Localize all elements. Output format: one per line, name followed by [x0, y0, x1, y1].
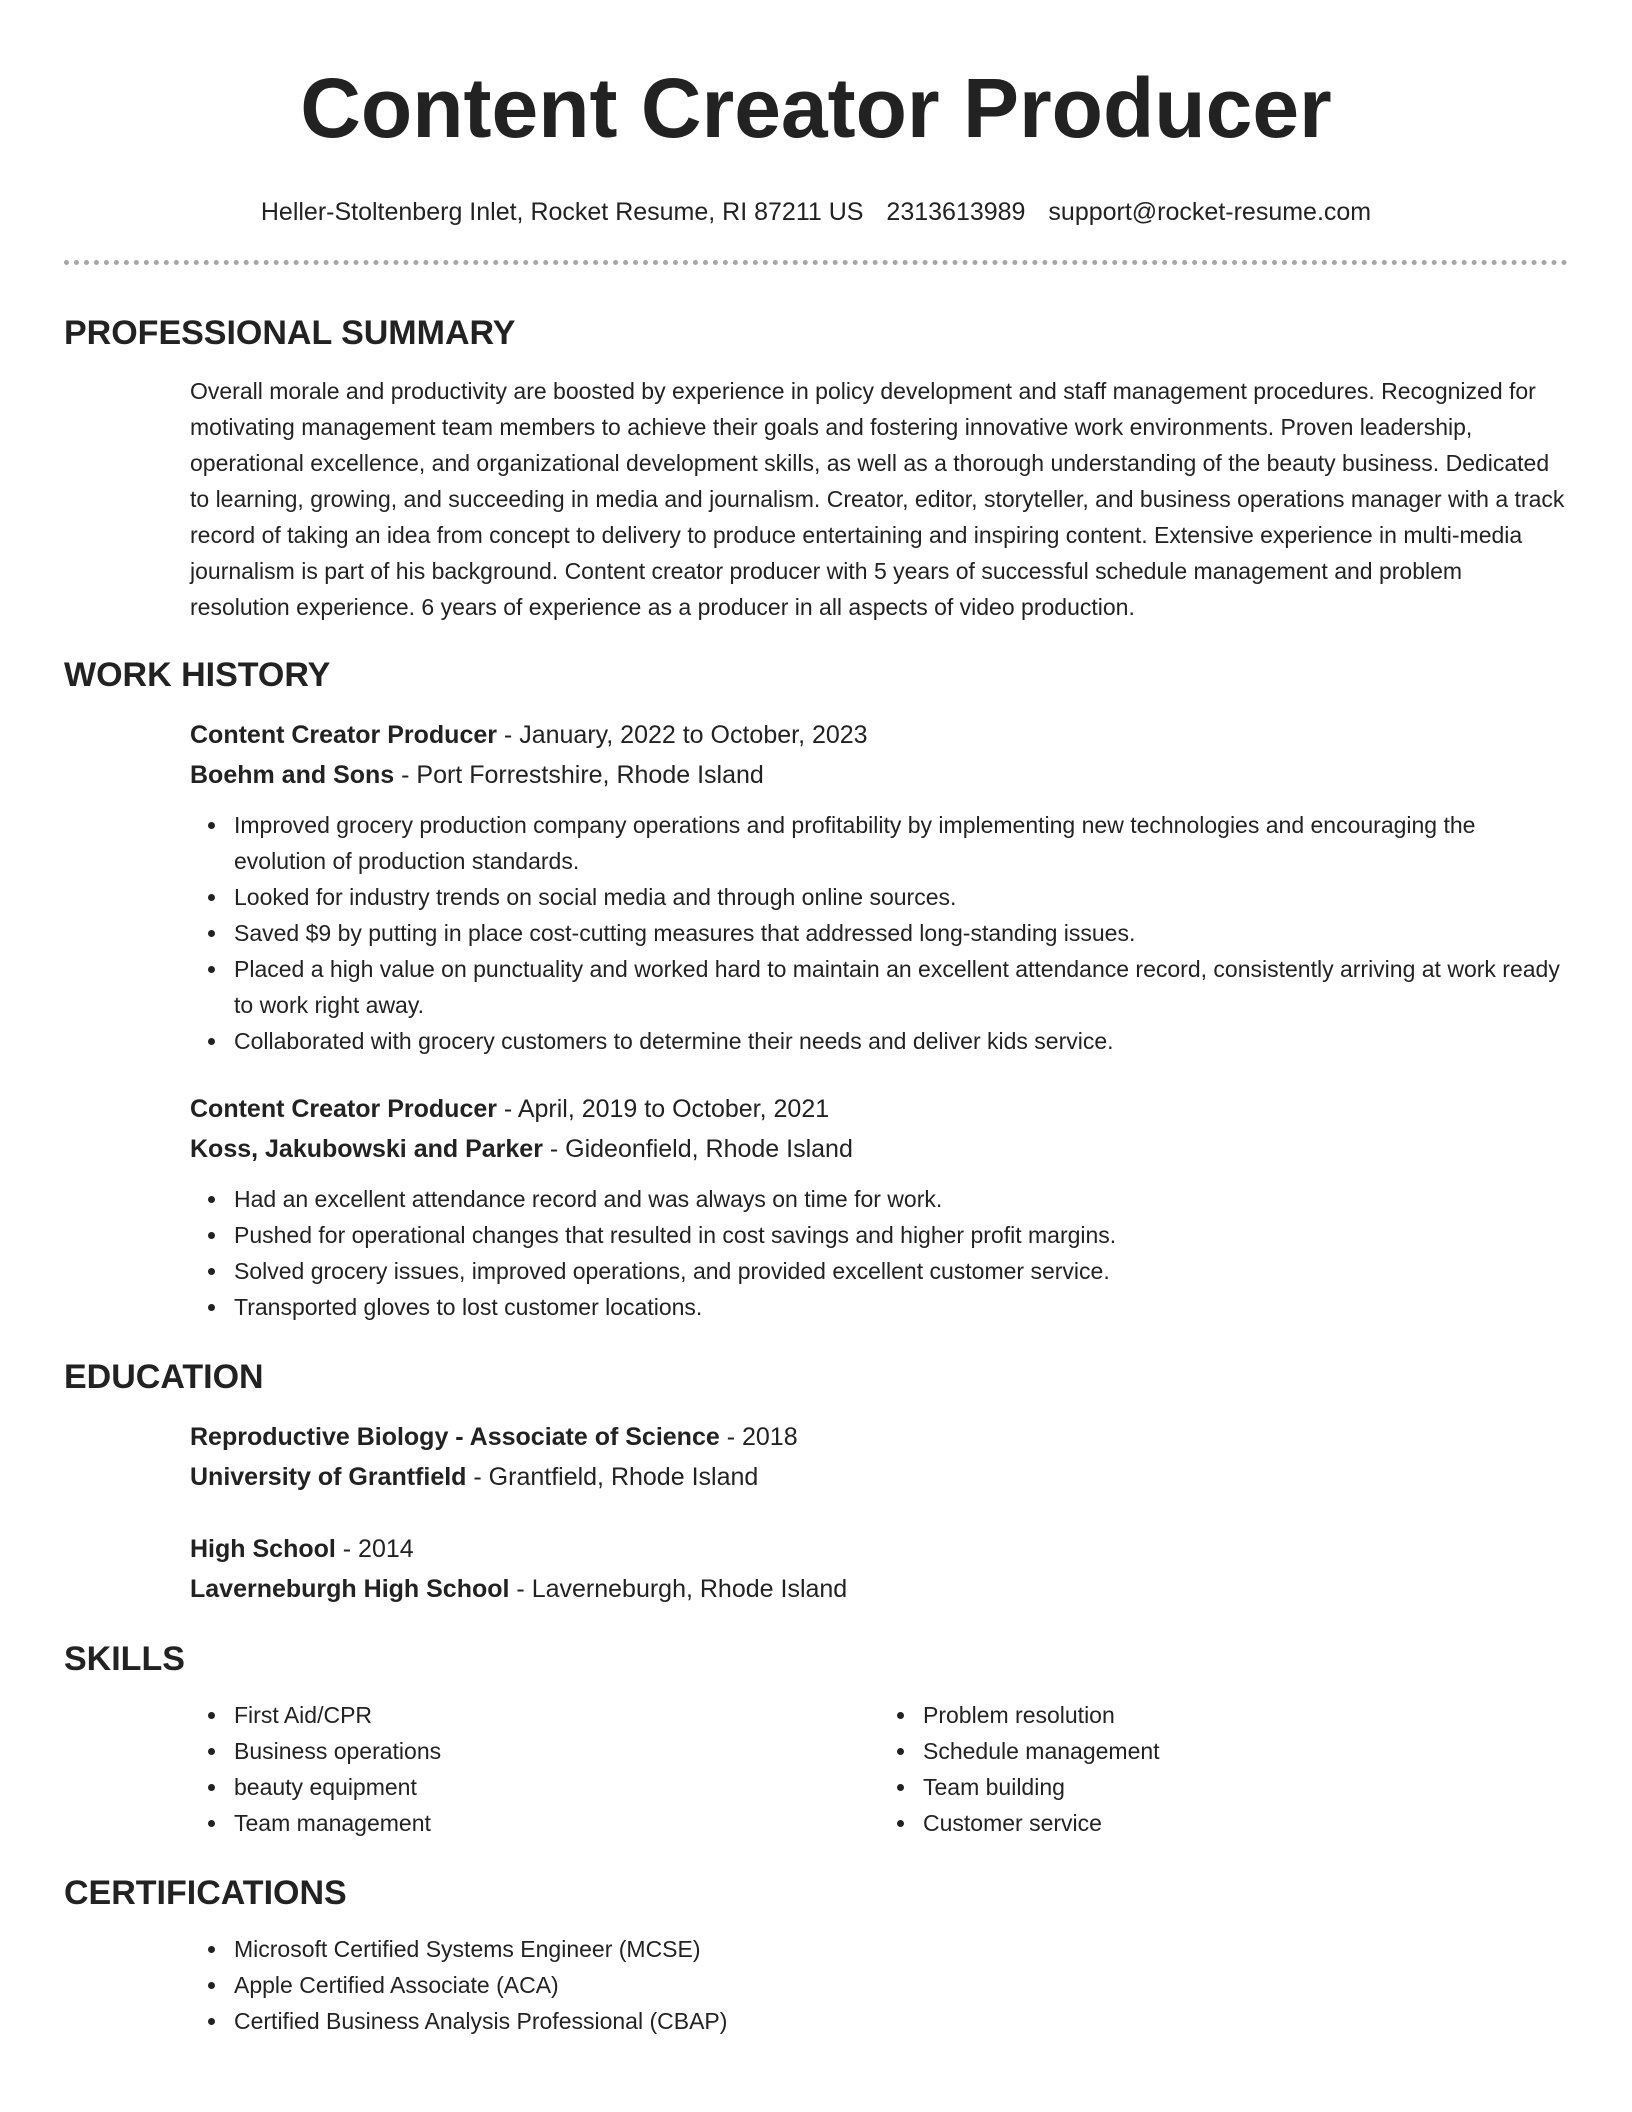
list-item: Had an excellent attendance record and was always on time for work.: [234, 1181, 1568, 1217]
job-entry: [190, 715, 1568, 1059]
contact-line: [64, 196, 1568, 228]
job-title-line: [190, 715, 1568, 755]
degree-year: - 2014: [335, 1535, 414, 1563]
degree-year: - 2018: [719, 1423, 798, 1451]
summary-body: [64, 373, 1568, 625]
list-item: Placed a high value on punctuality and worked hard to maintain an excellent attendance record, consistently arriving at work ready to work right away.: [234, 951, 1568, 1023]
list-item: Looked for industry trends on social media and through online sources.: [234, 879, 1568, 915]
job-title: Content Creator Producer: [190, 1095, 497, 1123]
list-item: Problem resolution: [923, 1697, 1568, 1733]
list-item: Transported gloves to lost customer locations.: [234, 1289, 1568, 1325]
list-item: First Aid/CPR: [234, 1697, 879, 1733]
list-item: Schedule management: [923, 1733, 1568, 1769]
degree: High School: [190, 1535, 336, 1563]
skills-list-left: [190, 1697, 879, 1841]
job-company-line: [190, 755, 1568, 795]
degree: Reproductive Biology - Associate of Science: [190, 1423, 720, 1451]
school-line: [190, 1457, 1568, 1497]
school-line: [190, 1569, 1568, 1609]
education-entry: [190, 1529, 1568, 1609]
job-dates: - April, 2019 to October, 2021: [496, 1095, 830, 1123]
list-item: Microsoft Certified Systems Engineer (MCSE): [234, 1931, 1568, 1967]
skills-list-right: [879, 1697, 1568, 1841]
list-item: Collaborated with grocery customers to determine their needs and deliver kids service.: [234, 1023, 1568, 1059]
list-item: Business operations: [234, 1733, 879, 1769]
skills-section: [64, 1637, 1568, 1841]
list-item: Pushed for operational changes that resulted in cost savings and higher profit margins.: [234, 1217, 1568, 1253]
degree-line: [190, 1529, 1568, 1569]
school-location: - Grantfield, Rhode Island: [466, 1463, 759, 1491]
school: Laverneburgh High School: [190, 1575, 510, 1603]
list-item: Certified Business Analysis Professional (CBAP): [234, 2003, 1568, 2039]
job-title: Content Creator Producer: [190, 721, 497, 749]
education-section: [64, 1355, 1568, 1609]
school-location: - Laverneburgh, Rhode Island: [509, 1575, 848, 1603]
list-item: Customer service: [923, 1805, 1568, 1841]
summary-text: Overall morale and productivity are boosted by experience in policy development and staff management procedures. Recognized for motivating management team members to achieve their goals and fostering innovative work environments. Proven leadership, operational excellence, and organizational development skills, as well as a thorough understanding of the beauty business. Dedicated to learning, growing, and succeeding in media and journalism. Creator, editor, storyteller, and business operations manager with a track record of taking an idea from concept to delivery to produce entertaining and inspiring content. Extensive experience in multi-media journalism is part of his background. Content creator producer with 5 years of successful schedule management and problem resolution experience. 6 years of experience as a producer in all aspects of video production.: [190, 378, 1565, 620]
certifications-section: [64, 1871, 1568, 2039]
job-location: - Port Forrestshire, Rhode Island: [394, 761, 764, 789]
school: University of Grantfield: [190, 1463, 467, 1491]
contact-address: Heller-Stoltenberg Inlet, Rocket Resume, RI 87211 US: [260, 198, 864, 226]
list-item: Apple Certified Associate (ACA): [234, 1967, 1568, 2003]
job-entry: [190, 1089, 1568, 1325]
job-bullets: [190, 1181, 1568, 1325]
summary-section: [64, 311, 1568, 625]
certifications-body: [64, 1931, 1568, 2039]
list-item: Team management: [234, 1805, 879, 1841]
job-company: Boehm and Sons: [190, 761, 395, 789]
education-entry: [190, 1417, 1568, 1497]
job-bullets: [190, 807, 1568, 1059]
contact-email: support@rocket-resume.com: [1048, 198, 1372, 226]
work-history-section: [64, 653, 1568, 1325]
contact-phone: 2313613989: [886, 198, 1026, 226]
job-company: Koss, Jakubowski and Parker: [190, 1135, 543, 1163]
certifications-heading: CERTIFICATIONS: [64, 1874, 347, 1912]
list-item: Solved grocery issues, improved operations, and provided excellent customer service.: [234, 1253, 1568, 1289]
list-item: Improved grocery production company operations and profitability by implementing new technologies and encouraging the evolution of production standards.: [234, 807, 1568, 879]
skills-heading: SKILLS: [64, 1640, 185, 1678]
education-body: [64, 1417, 1568, 1609]
certifications-list: [190, 1931, 1568, 2039]
degree-line: [190, 1417, 1568, 1457]
resume-name: Content Creator Producer: [300, 61, 1332, 155]
list-item: Saved $9 by putting in place cost-cutting measures that addressed long-standing issues.: [234, 915, 1568, 951]
job-company-line: [190, 1129, 1568, 1169]
job-title-line: [190, 1089, 1568, 1129]
summary-heading: PROFESSIONAL SUMMARY: [64, 314, 516, 352]
skills-grid: [190, 1697, 1568, 1841]
job-dates: - January, 2022 to October, 2023: [496, 721, 868, 749]
work-history-body: [64, 715, 1568, 1325]
job-location: - Gideonfield, Rhode Island: [542, 1135, 853, 1163]
list-item: Team building: [923, 1769, 1568, 1805]
header-divider: [64, 260, 1568, 265]
education-heading: EDUCATION: [64, 1358, 264, 1396]
skills-body: [64, 1697, 1568, 1841]
work-history-heading: WORK HISTORY: [64, 656, 331, 694]
list-item: beauty equipment: [234, 1769, 879, 1805]
